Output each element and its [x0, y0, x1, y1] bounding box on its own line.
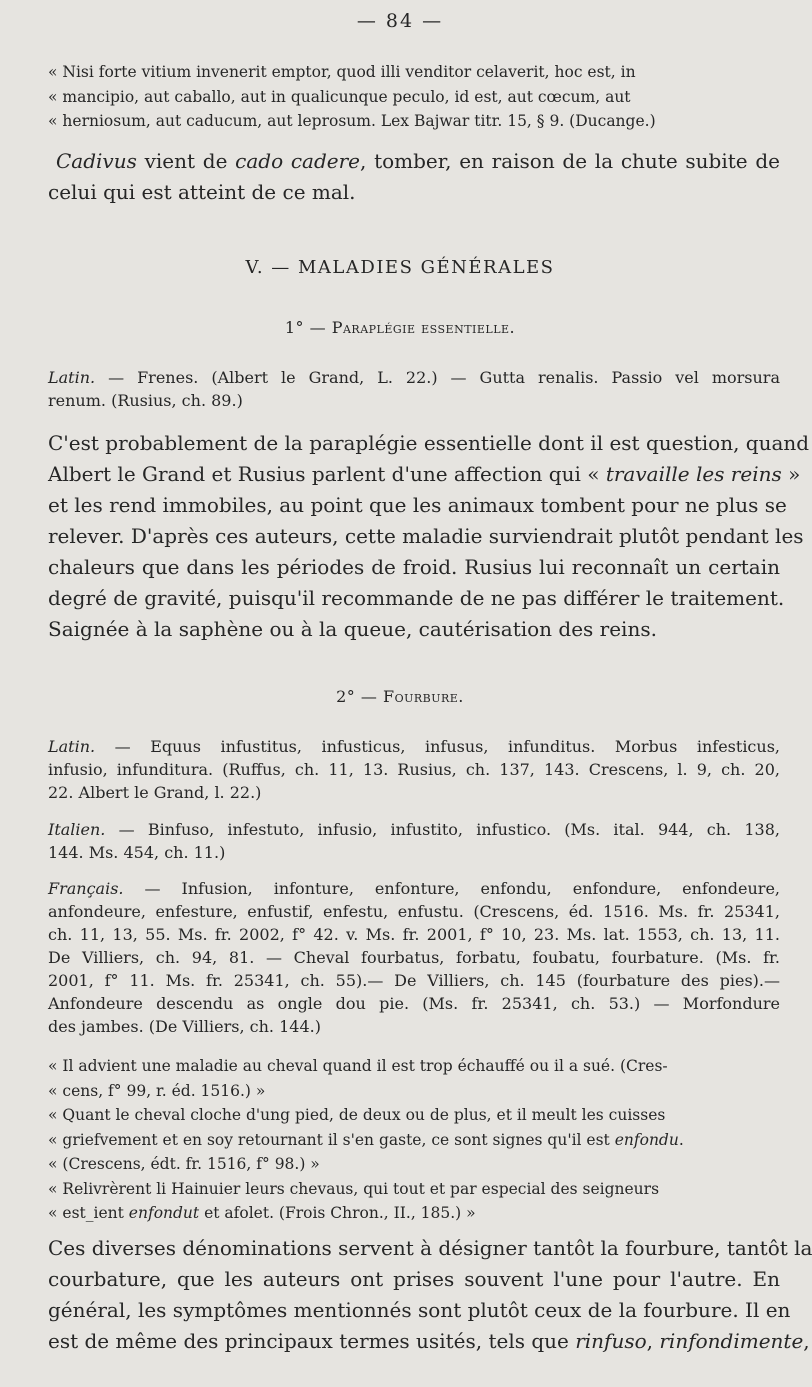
quote-line [48, 1201, 780, 1226]
italic-term: rinfuso [575, 1329, 647, 1353]
text-line: De Villiers, ch. 94, 81. — Cheval fourbatus, forbatu, foubatu, fourbature. (Ms. fr. [48, 948, 780, 967]
text-line [48, 1326, 810, 1357]
subsection-heading-fourbure: 2° — Fourbure. [336, 687, 464, 706]
text-line [48, 459, 801, 490]
paragraph-paraplegie [48, 428, 810, 645]
text-span: — Binfuso, infestuto, infusio, infustito, infustico. (Ms. ital. 944, ch. 138, [105, 820, 780, 839]
subsection-heading-paraplegie: 1° — Paraplégie essentielle. [284, 318, 516, 337]
quote-line: « cens, f° 99, r. éd. 1516.) » [48, 1081, 266, 1100]
quote-line: « Quant le cheval cloche d'ung pied, de deux ou de plus, et il meult les cuisses [48, 1106, 666, 1124]
italic-quote: travaille les reins [605, 462, 782, 486]
italic-term: enfondu [614, 1130, 679, 1149]
text-line: 2001, f° 11. Ms. fr. 25341, ch. 55).— De Villiers, ch. 145 (fourbature des pies).— [48, 971, 780, 990]
paragraph-denominations [48, 1233, 812, 1357]
text-line: des jambes. (De Villiers, ch. 144.) [48, 1017, 321, 1036]
quote-line: « mancipio, aut caballo, aut in qualicunque peculo, id est, aut cœcum, aut [48, 87, 631, 106]
quote-line: « Il advient une maladie au cheval quand il est trop échauffé ou il a sué. (Cres- [48, 1057, 668, 1075]
text-span: » [781, 462, 801, 486]
text-line: 22. Albert le Grand, l. 22.) [48, 783, 262, 802]
latin-fourbure [48, 735, 780, 804]
text-span: est de même des principaux termes usités, tels que [48, 1329, 576, 1353]
term-cadivus: Cadivus [56, 149, 137, 173]
text-span: , tomber, en raison de la chute subite de [360, 149, 780, 173]
text-line: général, les symptômes mentionnés sont plutôt ceux de la fourbure. Il en [48, 1298, 791, 1322]
page-number: — 84 — [356, 10, 444, 32]
quote-line [48, 1128, 780, 1153]
italic-term: rinfondimente [659, 1329, 804, 1353]
quote-line: « herniosum, aut caducum, aut leprosum. Lex Bajwar titr. 15, § 9. (Ducange.) [48, 112, 656, 130]
lang-label: Latin. [48, 368, 96, 387]
text-line: Anfondeure descendu as ongle dou pie. (Ms. fr. 25341, ch. 53.) — Morfondure [48, 994, 780, 1013]
quote-line: « Relivrèrent li Hainuier leurs chevaus, qui tout et par especial des seigneurs [48, 1179, 660, 1198]
text-line: 144. Ms. 454, ch. 11.) [48, 843, 226, 862]
term-cado-cadere: cado cadere [235, 149, 360, 173]
text-span: et afolet. (Frois Chron., II., 185.) » [199, 1204, 476, 1222]
text-span: vient de [136, 149, 236, 173]
text-line [48, 735, 780, 758]
text-line: relever. D'après ces auteurs, cette maladie surviendrait plutôt pendant les [48, 524, 804, 548]
text-span: . [678, 1130, 684, 1149]
text-line: C'est probablement de la paraplégie essentielle dont il est question, quand [48, 431, 810, 455]
text-span: Albert le Grand et Rusius parlent d'une affection qui « [48, 462, 606, 486]
quote-line: « (Crescens, édt. fr. 1516, f° 98.) » [48, 1155, 320, 1173]
text-span: — Frenes. (Albert le Grand, L. 22.) — Gutta renalis. Passio vel morsura [95, 368, 780, 387]
lang-label: Français. [48, 879, 124, 898]
text-line [48, 818, 780, 841]
section-heading: V. — MALADIES GÉNÉRALES [245, 257, 555, 278]
text-line: anfondeure, enfesture, enfustif, enfestu, enfustu. (Crescens, éd. 1516. Ms. fr. 25341, [48, 902, 780, 921]
text-line [48, 146, 780, 177]
text-line: courbature, que les auteurs ont prises souvent l'une pour l'autre. En [48, 1267, 780, 1291]
text-line [48, 877, 780, 900]
text-line: et les rend immobiles, au point que les animaux tombent pour ne plus se [48, 493, 787, 517]
paragraph-cadivus [48, 146, 780, 208]
quote-line: « Nisi forte vitium invenerit emptor, quod illi venditor celaverit, hoc est, in [48, 63, 636, 81]
text-line: chaleurs que dans les périodes de froid. Rusius lui reconnaît un certain [48, 555, 780, 579]
lang-label: Latin. [48, 737, 96, 756]
text-line: celui qui est atteint de ce mal. [48, 180, 356, 204]
text-span: , [803, 1329, 810, 1353]
text-line: renum. (Rusius, ch. 89.) [48, 391, 243, 410]
text-line: infusio, infunditura. (Ruffus, ch. 11, 13. Rusius, ch. 137, 143. Crescens, l. 9, ch. 20, [48, 760, 780, 779]
text-line: degré de gravité, puisqu'il recommande de ne pas différer le traitement. [48, 586, 785, 610]
quotes-fourbure [48, 1054, 780, 1226]
latin-paraplegie [48, 366, 780, 412]
text-span: — Equus infustitus, infusticus, infusus, infunditus. Morbus infesticus, [95, 737, 780, 756]
lang-label: Italien. [48, 820, 106, 839]
quote-lex-bajwar [48, 60, 780, 134]
italien-fourbure [48, 818, 780, 864]
text-line: ch. 11, 13, 55. Ms. fr. 2002, f° 42. v. Ms. fr. 2001, f° 10, 23. Ms. lat. 1553, ch. 13, 11. [48, 925, 780, 944]
text-span: , [646, 1329, 660, 1353]
text-line: Saignée à la saphène ou à la queue, cautérisation des reins. [48, 617, 657, 641]
francais-fourbure [48, 877, 780, 1038]
text-span: « est_ient [48, 1204, 129, 1222]
text-span: « griefvement et en soy retournant il s'en gaste, ce sont signes qu'il est [48, 1130, 615, 1149]
text-line [48, 366, 780, 389]
text-line: Ces diverses dénominations servent à désigner tantôt la fourbure, tantôt la [48, 1236, 812, 1260]
text-span: — Infusion, infonture, enfonture, enfondu, enfondure, enfondeure, [123, 879, 780, 898]
italic-term: enfondut [128, 1204, 200, 1222]
